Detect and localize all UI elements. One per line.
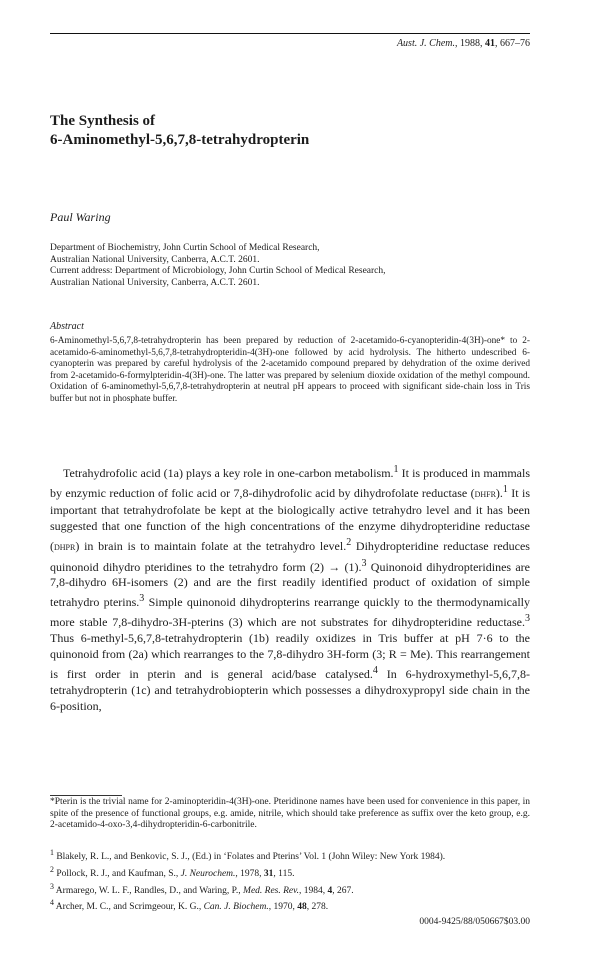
title-line-2: 6-Aminomethyl-5,6,7,8-tetrahydropterin [50,132,310,148]
citation[interactable]: 1 [502,483,508,495]
footnote-rule [50,795,122,796]
top-rule [50,33,530,34]
reference-item: $^4$ Archer, M. C., and Scrimgeour, K. G., Can. J. Biochem., 1970, 48, 278. [50,898,329,913]
article-code: 0004-9425/88/050667$03.00 [419,917,530,927]
citation[interactable]: 3 [139,593,145,605]
affiliation-line: Current address: Department of Microbiology, John Curtin School of Medical Research, [50,266,386,276]
reference-item: $^2$ Pollock, R. J., and Kaufman, S., J. Neurochem., 1978, 31, 115. [50,864,295,879]
journal-volume: 41 [485,38,495,49]
body-paragraph: Tetrahydrofolic acid (1a) plays a key role in one-carbon metabolism.$^1$ It is produced in mammals by enzymic reduction of folic acid or 7,8-dihydrofolic acid by dihydrofolate reductase (dhfr).$^1$ It is important that tetrahydrofolate be kept at the biologically active tetrahydro level and it has been suggested that one function of the high concentrations of the enzyme dihydropteridine reductase (dhpr) in brain is to maintain folate at the tetrahydro level.$^2$ Dihydropteridine reductase reduces quinonoid dihydro pteridines to the tetrahydro form (2) → (1).$^3$ Quinonoid dihydropteridines are 7,8-dihydro 6H-isomers (2) and are the first readily identified product of oxidation of simple tetrahydro pterins.$^3$ Simple quinonoid dihydropterins rearrange quickly to the thermodynamically more stable 7,8-dihydro-3H-pterins (3) which are not substrates for dihydropteridine reductase.$^3$ Thus 6-methyl-5,6,7,8-tetrahydropterin (1b) readily oxidizes in Tris buffer at pH 7·6 to the quinonoid from (2a) which rearranges to the 7,8-dihydro 3H-form (3; R = Me). This rearrangement is first order in pterin and is general acid/base catalysed.$^4$ In 6-hydroxymethyl-5,6,7,8-tetrahydropterin (1c) and tetrahydrobiopterin which possesses a dihydroxypropyl side chain in the 6-position, [50,464,531,713]
reference-item: $^3$ Armarego, W. L. F., Randles, D., and Waring, P., Med. Res. Rev., 1984, 4, 267. [50,881,354,896]
journal-reference [397,38,530,49]
footnote-marker: * [50,797,55,807]
abbreviation-dhpr: dhpr [54,540,76,553]
reference-list [50,847,530,914]
affiliation-line: Australian National University, Canberra, A.C.T. 2601. [50,254,260,265]
footnote-text: Pterin is the trivial name for 2-aminopteridin-4(3H)-one. Pteridinone names have been used for convenience in this paper, in spite of the presence of functional groups, e.g. amide, nitrile, which should take preference as suffix over the keto group, e.g. 2-acetamido-4-oxo-3,4-dihydropteridin-6-carbonitrile. [50,797,530,830]
citation[interactable]: 1 [393,464,399,475]
article-title [50,112,530,150]
journal-year: , 1988, [455,38,485,49]
author-name: Paul Waring [50,210,111,224]
citation[interactable]: 4 [372,664,378,676]
citation[interactable]: 3 [525,613,530,625]
reference-item: $^1$ Blakely, R. L., and Benkovic, S. J., (Ed.) in ‘Folates and Pterins’ Vol. 1 (John Wiley: New York 1984). [50,848,446,863]
journal-name: Aust. J. Chem. [396,38,455,49]
abbreviation-dhfr: dhfr [474,487,496,500]
journal-pages: , 667–76 [495,38,530,49]
affiliation-block [50,243,530,289]
footnote [50,797,530,832]
affiliation-line: Australian National University, Canberra, A.C.T. 2601. [50,277,260,288]
abstract-heading: Abstract [50,321,84,332]
citation[interactable]: 3 [361,557,367,569]
citation[interactable]: 2 [346,536,352,548]
affiliation-line: Department of Biochemistry, John Curtin School of Medical Research, [50,243,320,253]
abstract-text: 6-Aminomethyl-5,6,7,8-tetrahydropterin has been prepared by reduction of 2-acetamido-6-cyanopteridin-4(3H)-one* to 2-acetamido-6-aminomethyl-5,6,7,8-tetrahydropteridin-4(3H)-one followed by acid hydrolysis. The hitherto undescribed 6-cyanopterin was prepared by careful hydrolysis of the 2-acetamido compound prepared by dehydration of the oxime derived from 2-acetamido-6-formylpteridin-4(3H)-one. The latter was prepared by selenium dioxide oxidation of the methyl compound. Oxidation of 6-aminomethyl-5,6,7,8-tetrahydropterin at neutral pH appears to proceed with significant side-chain loss in Tris buffer but not in phosphate buffer. [50,336,530,404]
title-line-1: The Synthesis of [50,113,156,129]
